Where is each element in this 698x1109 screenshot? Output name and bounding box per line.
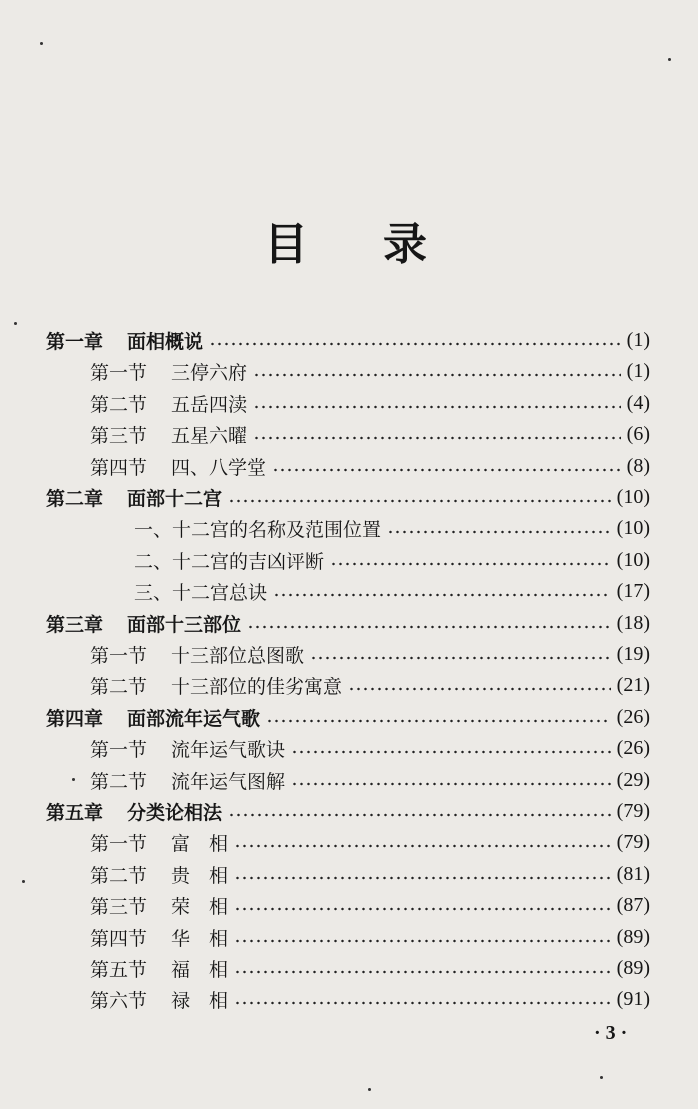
toc-entry-section [90, 640, 650, 668]
toc-entry-page: (8) [626, 454, 650, 477]
toc-entry-page: (81) [616, 862, 650, 885]
toc-entry-item [134, 514, 650, 542]
toc-entry-page: (26) [616, 736, 650, 759]
toc-entry-title: 二、十二宫的吉凶评断 [134, 550, 325, 573]
toc-entry-page: (91) [616, 987, 650, 1010]
toc-entry-label: 第二节 [90, 393, 148, 416]
toc-entry-chapter [46, 797, 650, 825]
toc-entry-chapter [46, 326, 650, 354]
toc-heading-char-2: 录 [383, 219, 427, 270]
toc-entry-section [90, 828, 650, 856]
toc-entry-label: 第四节 [90, 927, 148, 950]
toc-entry-title: 面部十二宫 [127, 487, 223, 510]
dot-leader [253, 405, 621, 409]
toc-entry-label: 第一节 [90, 738, 148, 761]
toc-entry-section [90, 420, 650, 448]
toc-entry-page: (89) [616, 925, 650, 948]
dot-leader [228, 499, 611, 503]
scan-speck [368, 1088, 371, 1091]
toc-entry-page: (87) [616, 893, 650, 916]
dot-leader [234, 876, 611, 880]
toc-entry-page: (1) [626, 328, 650, 351]
dot-leader [348, 687, 611, 691]
toc-entry-item [134, 546, 650, 574]
toc-entry-title: 面相概说 [127, 330, 204, 353]
dot-leader [253, 436, 621, 440]
toc-entry-title: 富 相 [171, 832, 229, 855]
dot-leader [273, 593, 611, 597]
dot-leader [234, 844, 611, 848]
toc-entry-label: 第四节 [90, 456, 148, 479]
dot-leader [272, 468, 621, 472]
dot-leader [234, 1001, 611, 1005]
scan-speck [14, 322, 17, 325]
toc-entry-page: (79) [616, 799, 650, 822]
toc-entry-title: 十三部位的佳劣寓意 [171, 675, 343, 698]
toc-entry-page: (10) [616, 516, 650, 539]
toc-entry-chapter [46, 703, 650, 731]
toc-entry-label: 第一节 [90, 644, 148, 667]
page-number: · 3 · [594, 1022, 628, 1044]
toc-entry-section [90, 860, 650, 888]
toc-entry-label: 第三节 [90, 895, 148, 918]
toc-entry-label: 第二章 [46, 487, 104, 510]
scan-speck [72, 778, 75, 781]
toc-entry-title: 四、八学堂 [171, 456, 267, 479]
toc-entry-page: (10) [616, 485, 650, 508]
scan-speck [600, 1076, 603, 1079]
toc-entry-section [90, 357, 650, 385]
toc-entry-label: 第一节 [90, 361, 148, 384]
dot-leader [228, 813, 611, 817]
dot-leader [291, 782, 611, 786]
dot-leader [387, 530, 611, 534]
toc-entry-section [90, 452, 650, 480]
toc-entry-section [90, 671, 650, 699]
toc-entry-title: 流年运气歌诀 [171, 738, 286, 761]
scan-speck [22, 880, 25, 883]
toc-entry-section [90, 985, 650, 1013]
toc-entry-page: (18) [616, 611, 650, 634]
toc-entry-title: 福 相 [171, 958, 229, 981]
dot-leader [266, 719, 611, 723]
toc-entry-label: 第二节 [90, 864, 148, 887]
scan-speck [668, 58, 671, 61]
toc-entry-title: 三停六府 [171, 361, 248, 384]
toc-entry-title: 荣 相 [171, 895, 229, 918]
dot-leader [330, 562, 611, 566]
toc-entry-title: 十三部位总图歌 [171, 644, 305, 667]
toc-entry-label: 第五章 [46, 801, 104, 824]
toc-entry-label: 第五节 [90, 958, 148, 981]
toc-entry-title: 五岳四渎 [171, 393, 248, 416]
toc-entry-page: (10) [616, 548, 650, 571]
toc-heading-char-1: 目 [264, 219, 308, 270]
toc-entry-label: 第四章 [46, 707, 104, 730]
dot-leader [253, 373, 621, 377]
toc-entry-label: 第二节 [90, 675, 148, 698]
toc-entry-chapter [46, 609, 650, 637]
toc-entry-title: 华 相 [171, 927, 229, 950]
dot-leader [234, 907, 611, 911]
toc-entry-label: 第六节 [90, 989, 148, 1012]
toc-entry-page: (1) [626, 359, 650, 382]
dot-leader [234, 970, 611, 974]
toc-entry-page: (26) [616, 705, 650, 728]
toc-entry-section [90, 766, 650, 794]
toc-entry-title: 一、十二宫的名称及范围位置 [134, 518, 382, 541]
dot-leader [209, 342, 621, 346]
toc-entry-title: 贵 相 [171, 864, 229, 887]
toc-entry-title: 分类论相法 [127, 801, 223, 824]
toc-entry-title: 面部流年运气歌 [127, 707, 261, 730]
toc-entry-title: 五星六曜 [171, 424, 248, 447]
toc-entry-section [90, 389, 650, 417]
toc-entry-label: 第三节 [90, 424, 148, 447]
toc-entry-label: 第一章 [46, 330, 104, 353]
toc-entry-label: 第一节 [90, 832, 148, 855]
toc-entry-title: 禄 相 [171, 989, 229, 1012]
toc-entry-title: 三、十二宫总诀 [134, 581, 268, 604]
toc-entry-section [90, 954, 650, 982]
toc-entry-page: (29) [616, 768, 650, 791]
toc-entry-page: (17) [616, 579, 650, 602]
toc-entry-label: 第三章 [46, 613, 104, 636]
toc-entry-page: (21) [616, 673, 650, 696]
toc-entry-page: (4) [626, 391, 650, 414]
toc-entry-page: (89) [616, 956, 650, 979]
dot-leader [310, 656, 611, 660]
toc-entry-item [134, 577, 650, 605]
toc-entry-section [90, 734, 650, 762]
dot-leader [234, 939, 611, 943]
toc-entry-label: 第二节 [90, 770, 148, 793]
dot-leader [247, 625, 611, 629]
scan-speck [40, 42, 43, 45]
toc-entry-title: 流年运气图解 [171, 770, 286, 793]
toc-entry-chapter [46, 483, 650, 511]
toc-heading [0, 208, 698, 268]
toc-entry-title: 面部十三部位 [127, 613, 242, 636]
toc-entry-page: (79) [616, 830, 650, 853]
toc-entry-section [90, 923, 650, 951]
dot-leader [291, 750, 611, 754]
toc-entry-page: (6) [626, 422, 650, 445]
toc-entry-section [90, 891, 650, 919]
toc-entry-page: (19) [616, 642, 650, 665]
